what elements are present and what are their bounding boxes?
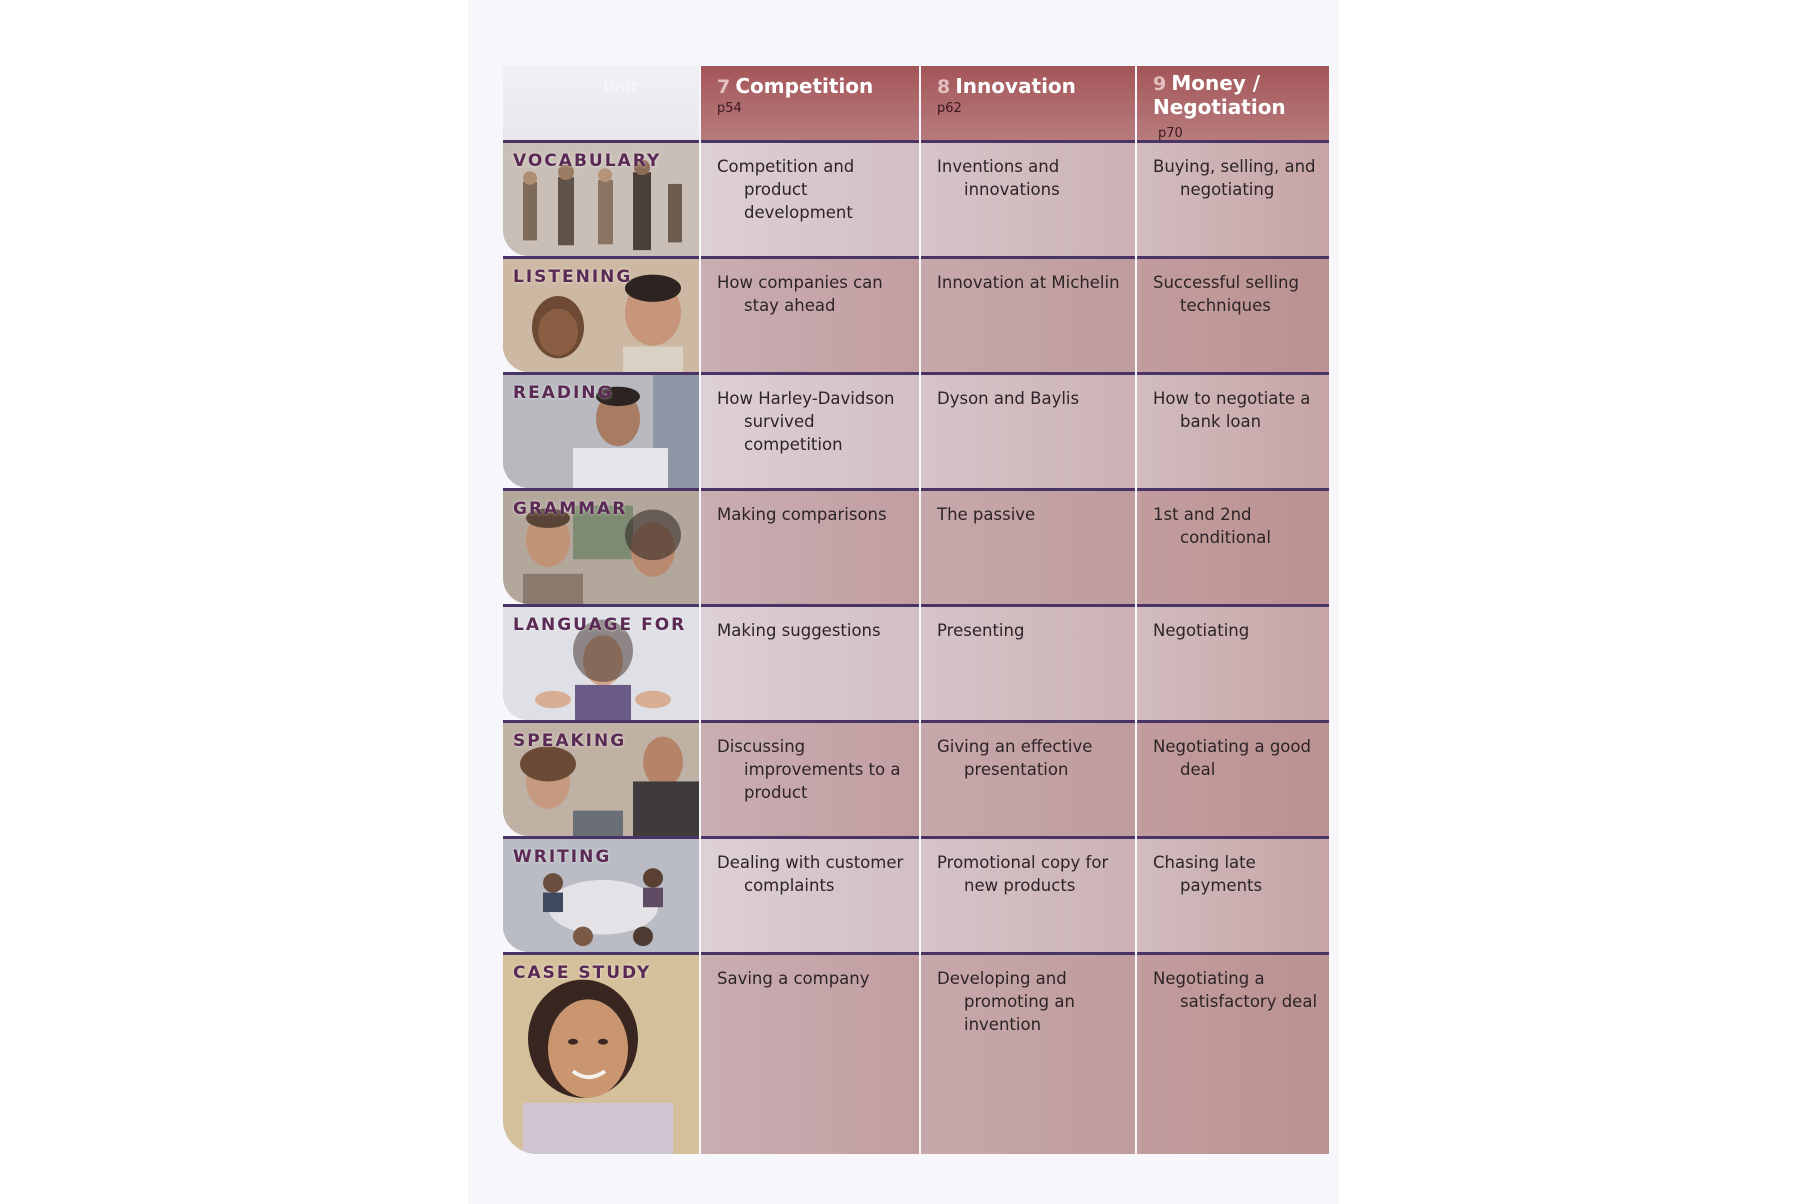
table-cell: Negotiating a satisfactory deal xyxy=(1137,952,1329,1154)
table-cell: Inventions and innovations xyxy=(921,140,1135,256)
row-label-reading xyxy=(503,372,699,488)
table-cell: Saving a company xyxy=(701,952,919,1154)
row-label-listening xyxy=(503,256,699,372)
row-label-case-study xyxy=(503,952,699,1154)
unit-title: Competition xyxy=(735,74,874,98)
table-cell: How to negotiate a bank loan xyxy=(1137,372,1329,488)
table-cell: Presenting xyxy=(921,604,1135,720)
unit-number: 9 xyxy=(1153,73,1167,95)
unit-page: p70 xyxy=(1158,126,1183,141)
contents-table xyxy=(503,66,1325,1162)
table-corner xyxy=(503,66,699,140)
table-cell: Innovation at Michelin xyxy=(921,256,1135,372)
unit-number: 7 xyxy=(717,76,731,98)
table-cell: Buying, selling, and negotiating xyxy=(1137,140,1329,256)
row-label-vocabulary xyxy=(503,140,699,256)
table-cell: Developing and promoting an invention xyxy=(921,952,1135,1154)
unit-page: p62 xyxy=(937,101,962,116)
row-label-grammar xyxy=(503,488,699,604)
table-cell: Chasing late payments xyxy=(1137,836,1329,952)
table-cell: How companies can stay ahead xyxy=(701,256,919,372)
table-cell: 1st and 2nd conditional xyxy=(1137,488,1329,604)
table-cell: Discussing improvements to a product xyxy=(701,720,919,836)
table-cell: Dyson and Baylis xyxy=(921,372,1135,488)
unit-header-9 xyxy=(1137,66,1329,140)
table-cell: Competition and product development xyxy=(701,140,919,256)
table-cell: Promotional copy for new products xyxy=(921,836,1135,952)
table-cell: Dealing with customer complaints xyxy=(701,836,919,952)
smiling-woman-photo xyxy=(503,955,699,1154)
table-cell: Successful selling techniques xyxy=(1137,256,1329,372)
row-label: GRAMMAR xyxy=(513,499,628,519)
row-label: LISTENING xyxy=(513,267,633,287)
table-cell: Giving an effective presentation xyxy=(921,720,1135,836)
row-label: LANGUAGE FOR xyxy=(513,615,687,635)
unit-number: 8 xyxy=(937,76,951,98)
table-cell: Negotiating xyxy=(1137,604,1329,720)
corner-label: Unit xyxy=(603,78,639,96)
row-label-speaking xyxy=(503,720,699,836)
unit-page: p54 xyxy=(717,101,742,116)
row-label: READING xyxy=(513,383,614,403)
row-label: WRITING xyxy=(513,847,612,867)
table-cell: The passive xyxy=(921,488,1135,604)
table-cell: Making comparisons xyxy=(701,488,919,604)
unit-title: Money / Negotiation xyxy=(1153,71,1286,119)
row-label-writing xyxy=(503,836,699,952)
unit-header-8 xyxy=(921,66,1135,140)
unit-header-7 xyxy=(701,66,919,140)
unit-title: Innovation xyxy=(955,74,1076,98)
row-label: CASE STUDY xyxy=(513,963,652,983)
table-cell: Negotiating a good deal xyxy=(1137,720,1329,836)
row-label: SPEAKING xyxy=(513,731,627,751)
row-label-language-for xyxy=(503,604,699,720)
table-cell: How Harley-Davidson survived competition xyxy=(701,372,919,488)
table-cell: Making suggestions xyxy=(701,604,919,720)
row-label: VOCABULARY xyxy=(513,151,662,171)
